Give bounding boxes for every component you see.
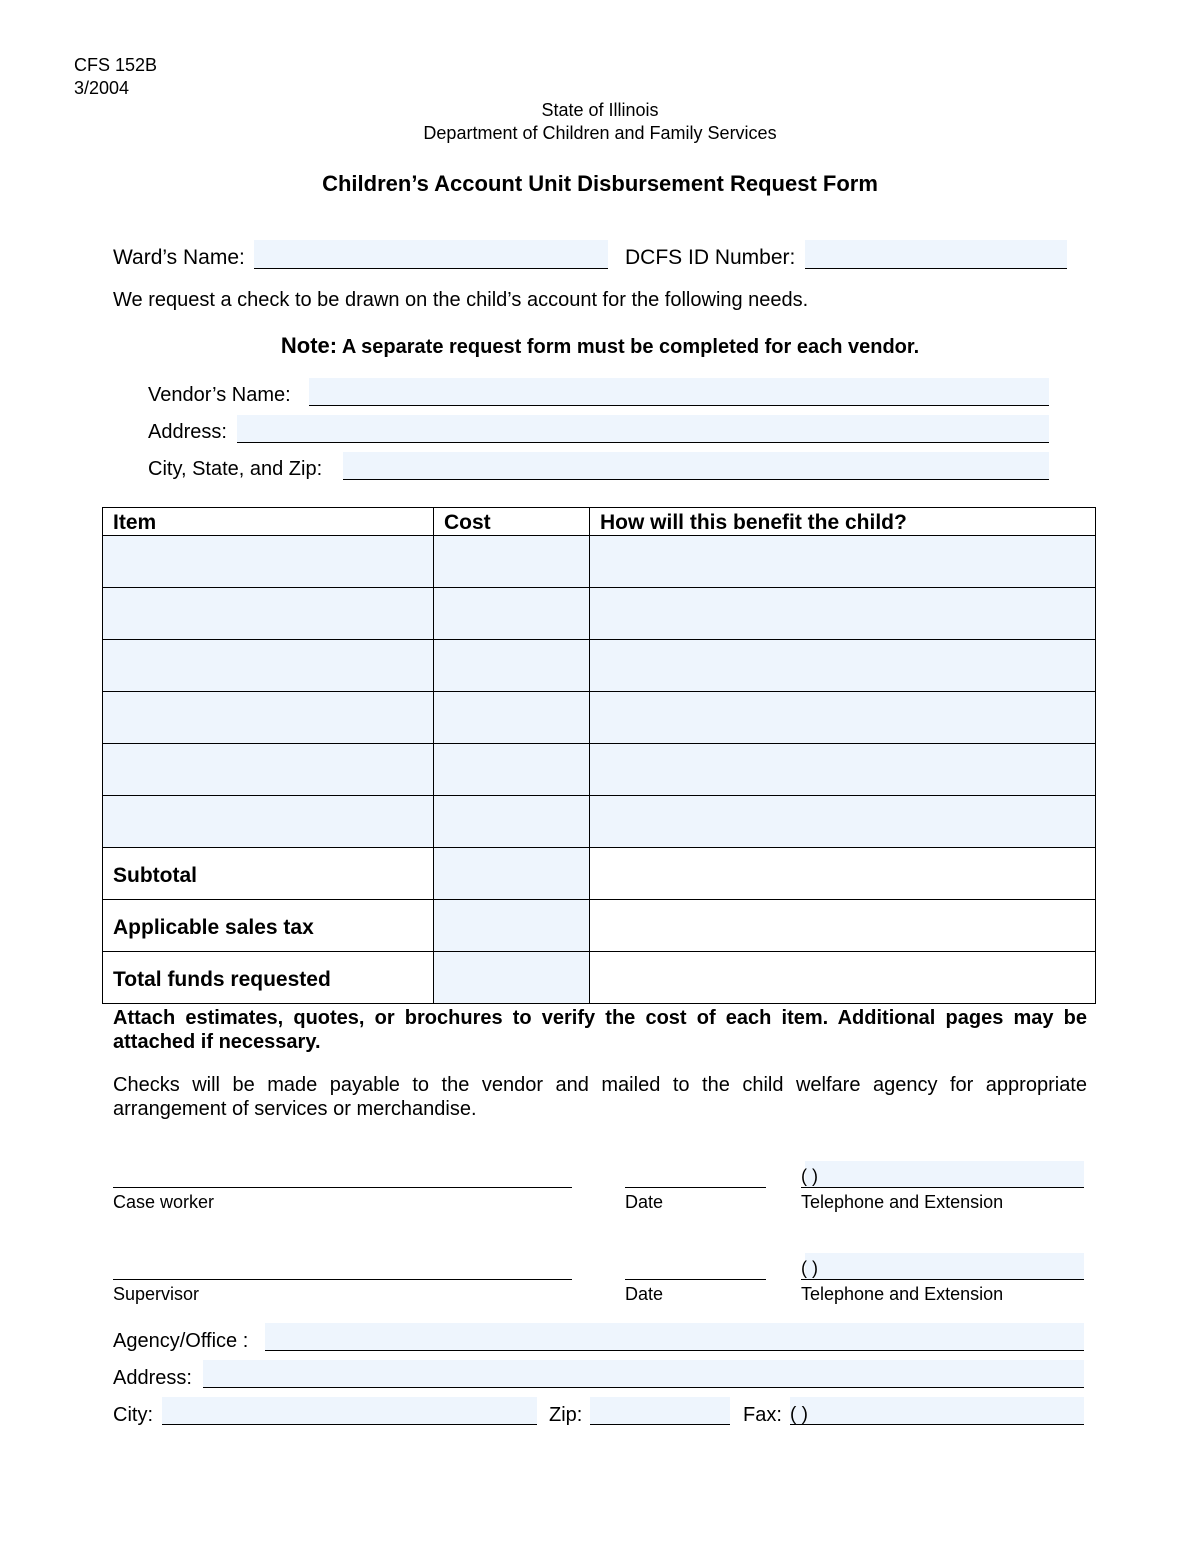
request-text: We request a check to be drawn on the child’s account for the following needs.	[113, 289, 809, 311]
note	[0, 333, 1200, 359]
page-title: Children’s Account Unit Disbursement Request Form	[322, 171, 878, 196]
item-cell[interactable]	[103, 692, 434, 744]
sales-tax-cost-field[interactable]	[434, 900, 590, 952]
vendor-address-field[interactable]	[237, 415, 1049, 443]
supervisor-phone-label: Telephone and Extension	[801, 1284, 1004, 1304]
agency-fax-label: Fax:	[743, 1404, 782, 1426]
form-code: CFS 152B	[74, 55, 158, 75]
vendor-city-label: City, State, and Zip:	[148, 458, 323, 480]
vendor-name-label: Vendor’s Name:	[148, 384, 291, 406]
benefit-cell[interactable]	[590, 744, 1096, 796]
form-date: 3/2004	[74, 78, 130, 98]
benefit-cell[interactable]	[590, 640, 1096, 692]
benefit-cell[interactable]	[590, 796, 1096, 848]
checks-statement: Checks will be made payable to the vendor and mailed to the child welfare agency for appropriate arrangement of services or merchandise.	[113, 1074, 1087, 1120]
attach-instructions: Attach estimates, quotes, or brochures to verify the cost of each item. Additional pages may be attached if necessary.	[113, 1007, 1087, 1053]
item-cell[interactable]	[103, 588, 434, 640]
supervisor-area-code: ( )	[801, 1258, 818, 1278]
case-worker-area-code: ( )	[801, 1166, 818, 1186]
cost-cell[interactable]	[434, 588, 590, 640]
case-worker-label: Case worker	[113, 1192, 215, 1212]
column-header-cost: Cost	[434, 508, 590, 536]
table-row	[103, 640, 1096, 692]
benefit-cell[interactable]	[590, 536, 1096, 588]
dcfs-id-field[interactable]	[805, 240, 1067, 269]
vendor-address-label: Address:	[148, 421, 227, 443]
supervisor-phone-line	[801, 1279, 1084, 1280]
cost-cell[interactable]	[434, 692, 590, 744]
table-header-row	[103, 508, 1096, 536]
benefit-cell[interactable]	[590, 588, 1096, 640]
column-header-item: Item	[103, 508, 434, 536]
agency-fax-area-code: ( )	[790, 1404, 808, 1425]
empty-cell	[590, 900, 1096, 952]
supervisor-phone-field[interactable]	[805, 1253, 1084, 1279]
subtotal-cost-field[interactable]	[434, 848, 590, 900]
sales-tax-row	[103, 900, 1096, 952]
agency-office-label: Agency/Office :	[113, 1330, 249, 1352]
supervisor-date-line[interactable]	[625, 1279, 766, 1280]
column-header-benefit: How will this benefit the child?	[590, 508, 1096, 536]
table-row	[103, 796, 1096, 848]
empty-cell	[590, 952, 1096, 1004]
ward-name-field[interactable]	[254, 240, 608, 269]
cost-cell[interactable]	[434, 640, 590, 692]
note-label: Note:	[280, 333, 338, 358]
ward-name-label: Ward’s Name:	[113, 246, 245, 269]
case-worker-phone-line	[801, 1187, 1084, 1188]
table-row	[103, 744, 1096, 796]
supervisor-date-label: Date	[625, 1284, 664, 1304]
agency-zip-field[interactable]	[590, 1397, 730, 1425]
item-cell[interactable]	[103, 796, 434, 848]
dcfs-id-label: DCFS ID Number:	[625, 246, 796, 269]
subtotal-label: Subtotal	[103, 848, 434, 900]
agency-address-field[interactable]	[203, 1360, 1084, 1388]
agency-fax-field[interactable]	[790, 1397, 1084, 1425]
vendor-city-field[interactable]	[343, 452, 1049, 480]
supervisor-signature-line[interactable]	[113, 1279, 572, 1280]
empty-cell	[590, 848, 1096, 900]
subtotal-row	[103, 848, 1096, 900]
note-text: A separate request form must be completed for each vendor.	[341, 336, 920, 358]
cost-cell[interactable]	[434, 796, 590, 848]
table-row	[103, 536, 1096, 588]
department-name: Department of Children and Family Services	[423, 123, 777, 143]
items-table	[102, 507, 1096, 1004]
agency-office-field[interactable]	[265, 1323, 1084, 1351]
agency-city-label: City:	[113, 1404, 153, 1426]
total-row	[103, 952, 1096, 1004]
agency-city-field[interactable]	[162, 1397, 537, 1425]
case-worker-date-line[interactable]	[625, 1187, 766, 1188]
vendor-name-field[interactable]	[309, 378, 1049, 406]
item-cell[interactable]	[103, 640, 434, 692]
sales-tax-label: Applicable sales tax	[103, 900, 434, 952]
total-cost-field[interactable]	[434, 952, 590, 1004]
case-worker-signature-line[interactable]	[113, 1187, 572, 1188]
case-worker-date-label: Date	[625, 1192, 664, 1212]
table-row	[103, 692, 1096, 744]
case-worker-phone-label: Telephone and Extension	[801, 1192, 1004, 1212]
item-cell[interactable]	[103, 536, 434, 588]
benefit-cell[interactable]	[590, 692, 1096, 744]
supervisor-label: Supervisor	[113, 1284, 200, 1304]
agency-address-label: Address:	[113, 1367, 192, 1389]
cost-cell[interactable]	[434, 536, 590, 588]
item-cell[interactable]	[103, 744, 434, 796]
case-worker-phone-field[interactable]	[805, 1161, 1084, 1187]
state-name: State of Illinois	[541, 100, 659, 120]
table-row	[103, 588, 1096, 640]
total-label: Total funds requested	[103, 952, 434, 1004]
cost-cell[interactable]	[434, 744, 590, 796]
agency-zip-label: Zip:	[549, 1404, 583, 1426]
